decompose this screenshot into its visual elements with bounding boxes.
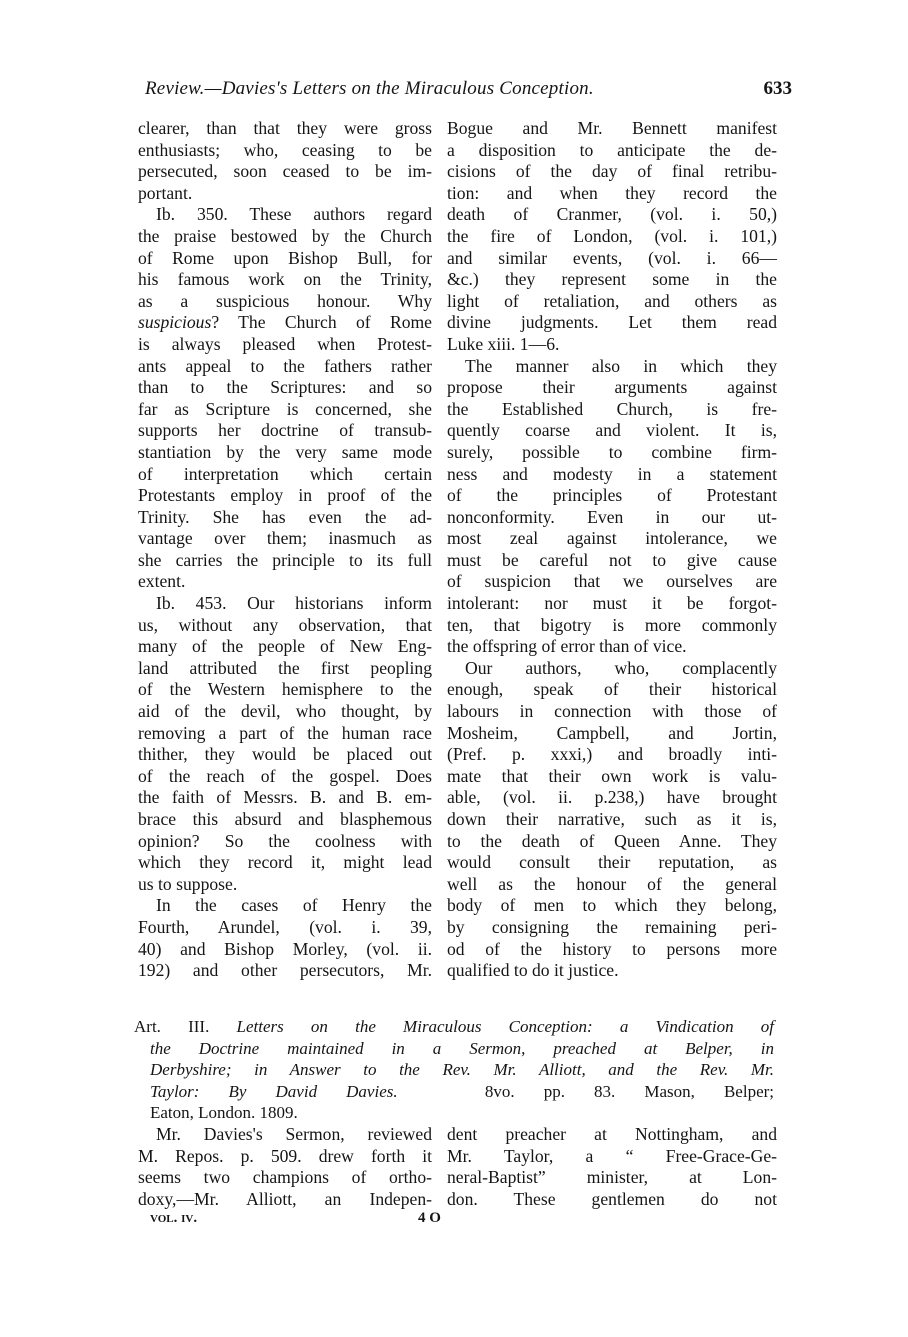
text-line: Bogue and Mr. Bennett manifest	[447, 118, 777, 138]
left-column	[138, 118, 432, 982]
text-line: than to the Scriptures: and so	[138, 377, 432, 398]
text-line: don. These gentlemen do not	[447, 1188, 777, 1209]
text-line: Mr. Taylor, a “ Free-Grace-Ge-	[447, 1145, 777, 1166]
text-line: the faith of Messrs. B. and B. em-	[138, 787, 432, 808]
text-line: tion: and when they record the	[447, 182, 777, 203]
signature-mark: 4 O	[418, 1210, 441, 1226]
text-line: enough, speak of their historical	[447, 679, 777, 700]
text-line: by consigning the remaining peri-	[447, 916, 777, 937]
text-line: well as the honour of the general	[447, 873, 777, 894]
text-line: dent preacher at Nottingham, and	[447, 1124, 777, 1144]
text-line: death of Cranmer, (vol. i. 50,)	[447, 204, 777, 225]
article-heading-line-2: the Doctrine maintained in a Sermon, preached at Belper, in	[150, 1038, 774, 1058]
text-line: of Rome upon Bishop Bull, for	[138, 247, 432, 268]
text-line: In the cases of Henry the	[156, 895, 432, 916]
text-line: would consult their reputation, as	[447, 852, 777, 873]
text-line: Fourth, Arundel, (vol. i. 39,	[138, 916, 432, 937]
text-line: the praise bestowed by the Church	[138, 225, 432, 246]
text-line: cisions of the day of final retribu-	[447, 161, 777, 182]
text-line: stantiation by the very same mode	[138, 441, 432, 462]
text-line: the fire of London, (vol. i. 101,)	[447, 225, 777, 246]
text-line: extent.	[138, 571, 186, 592]
text-line: is always pleased when Protest-	[138, 333, 432, 354]
text-line: land attributed the first peopling	[138, 657, 432, 678]
text-line: the Established Church, is fre-	[447, 398, 777, 419]
text-line: and similar events, (vol. i. 66—	[447, 247, 777, 268]
text-line: Ib. 453. Our historians inform	[156, 593, 432, 614]
text-line: removing a part of the human race	[138, 722, 432, 743]
text-line: Ib. 350. These authors regard	[156, 204, 432, 225]
article-heading-line-5: Eaton, London. 1809.	[150, 1103, 298, 1123]
text-line: qualified to do it justice.	[447, 960, 619, 981]
text-line: ness and modesty in a statement	[447, 463, 777, 484]
article-title-part: Letters on the Miraculous Conception: a Vindication of	[236, 1017, 774, 1036]
text-line: Luke xiii. 1—6.	[447, 333, 560, 354]
text-line: quently coarse and violent. It is,	[447, 420, 777, 441]
article-heading-line-4	[134, 1081, 774, 1103]
text-line: Our authors, who, complacently	[465, 657, 777, 678]
text-line: us, without any observation, that	[138, 614, 432, 635]
volume-label: vol. iv.	[150, 1210, 198, 1226]
text-line: clearer, than that they were gross	[138, 118, 432, 138]
text-line: most zeal against intolerance, we	[447, 528, 777, 549]
text-line: of suspicion that we ourselves are	[447, 571, 777, 592]
text-line: labours in connection with those of	[447, 701, 777, 722]
text-line: M. Repos. p. 509. drew forth it	[138, 1145, 432, 1166]
article-heading	[134, 1016, 774, 1124]
text-line: many of the people of New Eng-	[138, 636, 432, 657]
text-line: nonconformity. Even in our ut-	[447, 506, 777, 527]
page-footer	[140, 1210, 780, 1232]
text-line: opinion? So the coolness with	[138, 830, 432, 851]
text-line: thither, they would be placed out	[138, 744, 432, 765]
article-imprint: 8vo. pp. 83. Mason, Belper;	[484, 1081, 775, 1101]
running-title: Review.—Davies's Letters on the Miraculous Conception.	[145, 78, 594, 99]
text-line: portant.	[138, 182, 193, 203]
text-line: 40) and Bishop Morley, (vol. ii.	[138, 938, 432, 959]
text-line: persecuted, soon ceased to be im-	[138, 161, 432, 182]
text-line: 192) and other persecutors, Mr.	[138, 960, 432, 981]
italic-word: suspicious	[138, 312, 212, 333]
review-text-left	[138, 1124, 432, 1210]
text-line: propose their arguments against	[447, 377, 777, 398]
text-line: doxy,—Mr. Alliott, an Indepen-	[138, 1188, 432, 1209]
text-line: od of the history to persons more	[447, 938, 777, 959]
text-line: far as Scripture is concerned, she	[138, 398, 432, 419]
text-line: down their narrative, such as it is,	[447, 809, 777, 829]
text-line: surely, possible to combine firm-	[447, 441, 777, 462]
text-line: Mosheim, Campbell, and Jortin,	[447, 722, 777, 743]
article-heading-line-3: Derbyshire; in Answer to the Rev. Mr. Alliott, and the Rev. Mr.	[150, 1060, 774, 1080]
right-column	[447, 118, 777, 982]
text-line: vantage over them; inasmuch as	[138, 528, 432, 549]
text-line: enthusiasts; who, ceasing to be	[138, 139, 432, 160]
text-line: The manner also in which they	[465, 355, 777, 376]
article-label: Art. III.	[134, 1017, 210, 1036]
text-line: mate that their own work is valu-	[447, 765, 777, 786]
text-line: which they record it, might lead	[138, 852, 432, 873]
text-line: aid of the devil, who thought, by	[138, 701, 432, 722]
text-line: a disposition to anticipate the de-	[447, 139, 777, 160]
text-line: brace this absurd and blasphemous	[138, 809, 432, 829]
text-line: supports her doctrine of transub-	[138, 420, 432, 441]
text-line: neral-Baptist” minister, at Lon-	[447, 1167, 777, 1188]
text-line: to the death of Queen Anne. They	[447, 830, 777, 851]
article-heading-line-1	[134, 1016, 774, 1038]
text-line: Protestants employ in proof of the	[138, 485, 432, 506]
text-line: body of men to which they belong,	[447, 895, 777, 916]
text-line: as a suspicious honour. Why	[138, 290, 432, 311]
text-line: divine judgments. Let them read	[447, 312, 777, 333]
page-number: 633	[763, 78, 792, 99]
text-line: Trinity. She has even the ad-	[138, 506, 432, 527]
text-line: she carries the principle to its full	[138, 549, 432, 570]
text-line: the offspring of error than of vice.	[447, 636, 687, 657]
text-line: of the Western hemisphere to the	[138, 679, 432, 700]
review-text-right	[447, 1124, 777, 1210]
text-line: his famous work on the Trinity,	[138, 269, 432, 290]
text-line: ten, that bigotry is more commonly	[447, 614, 777, 635]
text-line: able, (vol. ii. p.238,) have brought	[447, 787, 777, 808]
text-line: &c.) they represent some in the	[447, 269, 777, 290]
text-line: of the principles of Protestant	[447, 485, 777, 506]
text-line: light of retaliation, and others as	[447, 290, 777, 311]
text-line: Mr. Davies's Sermon, reviewed	[156, 1124, 432, 1144]
text-line: seems two champions of ortho-	[138, 1167, 432, 1188]
article-author: Taylor: By David Davies.	[150, 1081, 398, 1101]
text-line: of interpretation which certain	[138, 463, 432, 484]
text-line: (Pref. p. xxxi,) and broadly inti-	[447, 744, 777, 765]
text-line: intolerant: nor must it be forgot-	[447, 593, 777, 614]
text-line: must be careful not to give cause	[447, 549, 777, 570]
text-line: us to suppose.	[138, 873, 238, 894]
running-header	[140, 78, 820, 104]
text-line: suspicious? The Church of Rome	[138, 312, 432, 333]
text-line: ants appeal to the fathers rather	[138, 355, 432, 376]
text-line: of the reach of the gospel. Does	[138, 765, 432, 786]
